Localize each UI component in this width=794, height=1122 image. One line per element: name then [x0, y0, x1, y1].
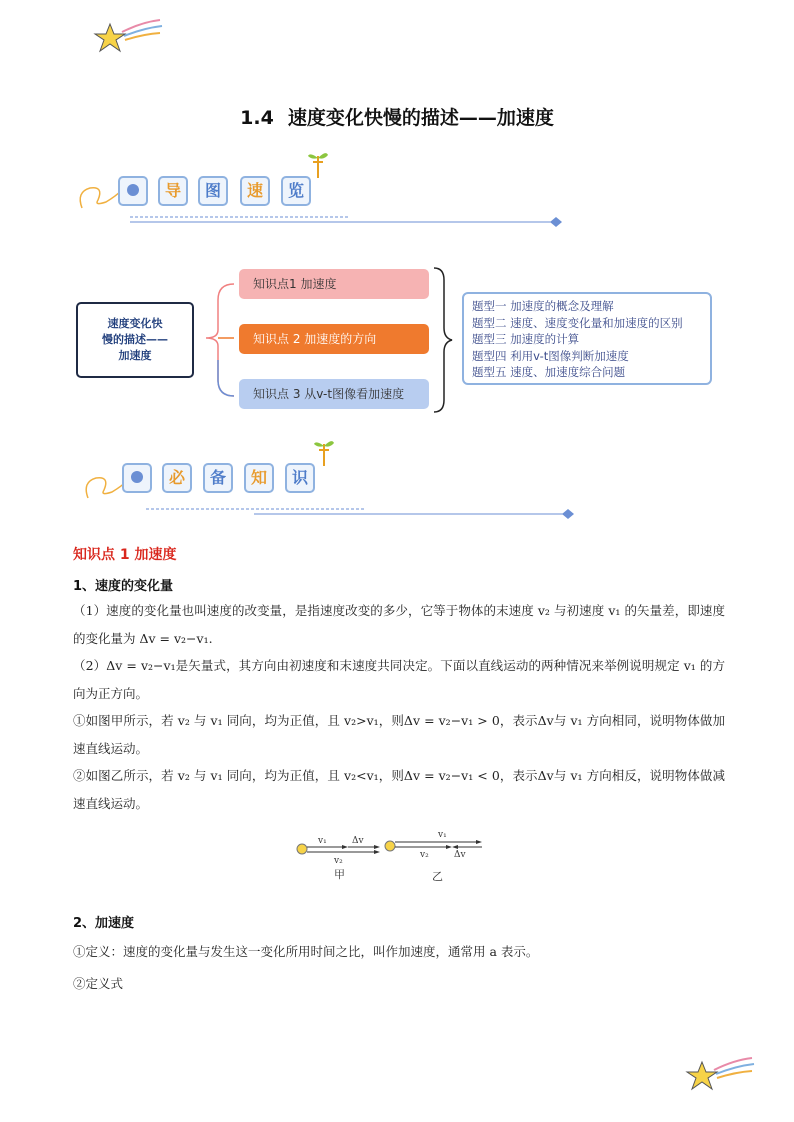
fig-label-a: 甲 [334, 868, 345, 881]
sprout-icon [312, 436, 336, 468]
question-type-4: 题型四 利用v-t图像判断加速度 [472, 348, 629, 363]
fig-label-b: 乙 [432, 870, 443, 883]
banner2-dot-box [122, 463, 152, 493]
banner2-char-1: 必 [162, 463, 192, 493]
knowledge-point-3: 知识点 3 从v-t图像看加速度 [239, 379, 429, 409]
mindmap-center-line-3: 加速度 [118, 349, 152, 362]
fig-a-v1-label: v₁ [318, 836, 327, 846]
title-text: 速度变化快慢的描述——加速度 [287, 107, 554, 129]
fig-b-v1-label: v₁ [438, 830, 447, 840]
banner1-char-2: 图 [198, 176, 228, 206]
mindmap-right-brace [432, 266, 454, 414]
vector-figure [292, 822, 492, 886]
sprout-icon [306, 148, 330, 180]
banner2-divider [146, 503, 582, 519]
star-decoration-icon [92, 18, 164, 58]
paragraph-4: ②如图乙所示，若 v₂ 与 v₁ 同向，均为正值，且 v₂<v₁，则Δv = v₂−v₁ < 0，表示Δv与 v₁ 方向相反，说明物体做减速直线运动。 [73, 768, 725, 811]
mindmap-center-line-2: 慢的描述—— [102, 333, 168, 346]
subheading-velocity-change: 1、速度的变化量 [73, 579, 174, 594]
ball-icon [127, 184, 139, 196]
fig-b-v2-label: v₂ [420, 850, 429, 860]
question-type-5: 题型五 速度、加速度综合问题 [472, 365, 626, 379]
banner2-char-4: 识 [285, 463, 315, 493]
banner1-divider [130, 212, 570, 228]
banner1-char-3: 速 [240, 176, 270, 206]
star-decoration-icon [684, 1056, 756, 1096]
question-type-3: 题型三 加速度的计算 [472, 332, 580, 346]
paragraph-3: ①如图甲所示，若 v₂ 与 v₁ 同向，均为正值，且 v₂>v₁，则Δv = v₂−v₁ > 0，表示Δv与 v₁ 方向相同，说明物体做加速直线运动。 [73, 713, 725, 756]
subheading-acceleration: 2、加速度 [73, 916, 135, 931]
page-title [0, 103, 794, 130]
banner2-char-3: 知 [244, 463, 274, 493]
paragraph-5: ①定义：速度的变化量与发生这一变化所用时间之比，叫作加速度，通常用 a 表示。 [73, 944, 539, 959]
mindmap-center [76, 302, 194, 378]
banner1-char-1: 导 [158, 176, 188, 206]
question-types-box [462, 292, 712, 385]
knowledge-point-1: 知识点1 加速度 [239, 269, 429, 299]
banner1-dot-box [118, 176, 148, 206]
paragraph-6: ②定义式 [73, 976, 124, 991]
question-type-1: 题型一 加速度的概念及理解 [472, 299, 614, 313]
question-type-2: 题型二 速度、速度变化量和加速度的区别 [472, 315, 683, 330]
fig-b-dv-label: Δv [454, 850, 466, 860]
fig-a-v2-label: v₂ [334, 856, 343, 866]
mindmap-left-brace [196, 280, 236, 400]
paragraph-1: （1）速度的变化量也叫速度的改变量，是指速度改变的多少，它等于物体的末速度 v₂ 与初速度 v₁ 的矢量差，即速度的变化量为 Δv = v₂−v₁. [73, 603, 725, 646]
section-title: 知识点 1 加速度 [73, 547, 177, 563]
banner1-char-4: 览 [281, 176, 311, 206]
paragraph-2: （2）Δv = v₂−v₁是矢量式，其方向由初速度和末速度共同决定。下面以直线运动的两种情况来举例说明规定 v₁ 的方向为正方向。 [73, 658, 725, 701]
fig-a-dv-label: Δv [352, 836, 364, 846]
banner2-char-2: 备 [203, 463, 233, 493]
title-number: 1.4 [240, 107, 274, 129]
mindmap-center-line-1: 速度变化快 [107, 317, 163, 330]
knowledge-point-2: 知识点 2 加速度的方向 [239, 324, 429, 354]
ball-icon [131, 471, 143, 483]
